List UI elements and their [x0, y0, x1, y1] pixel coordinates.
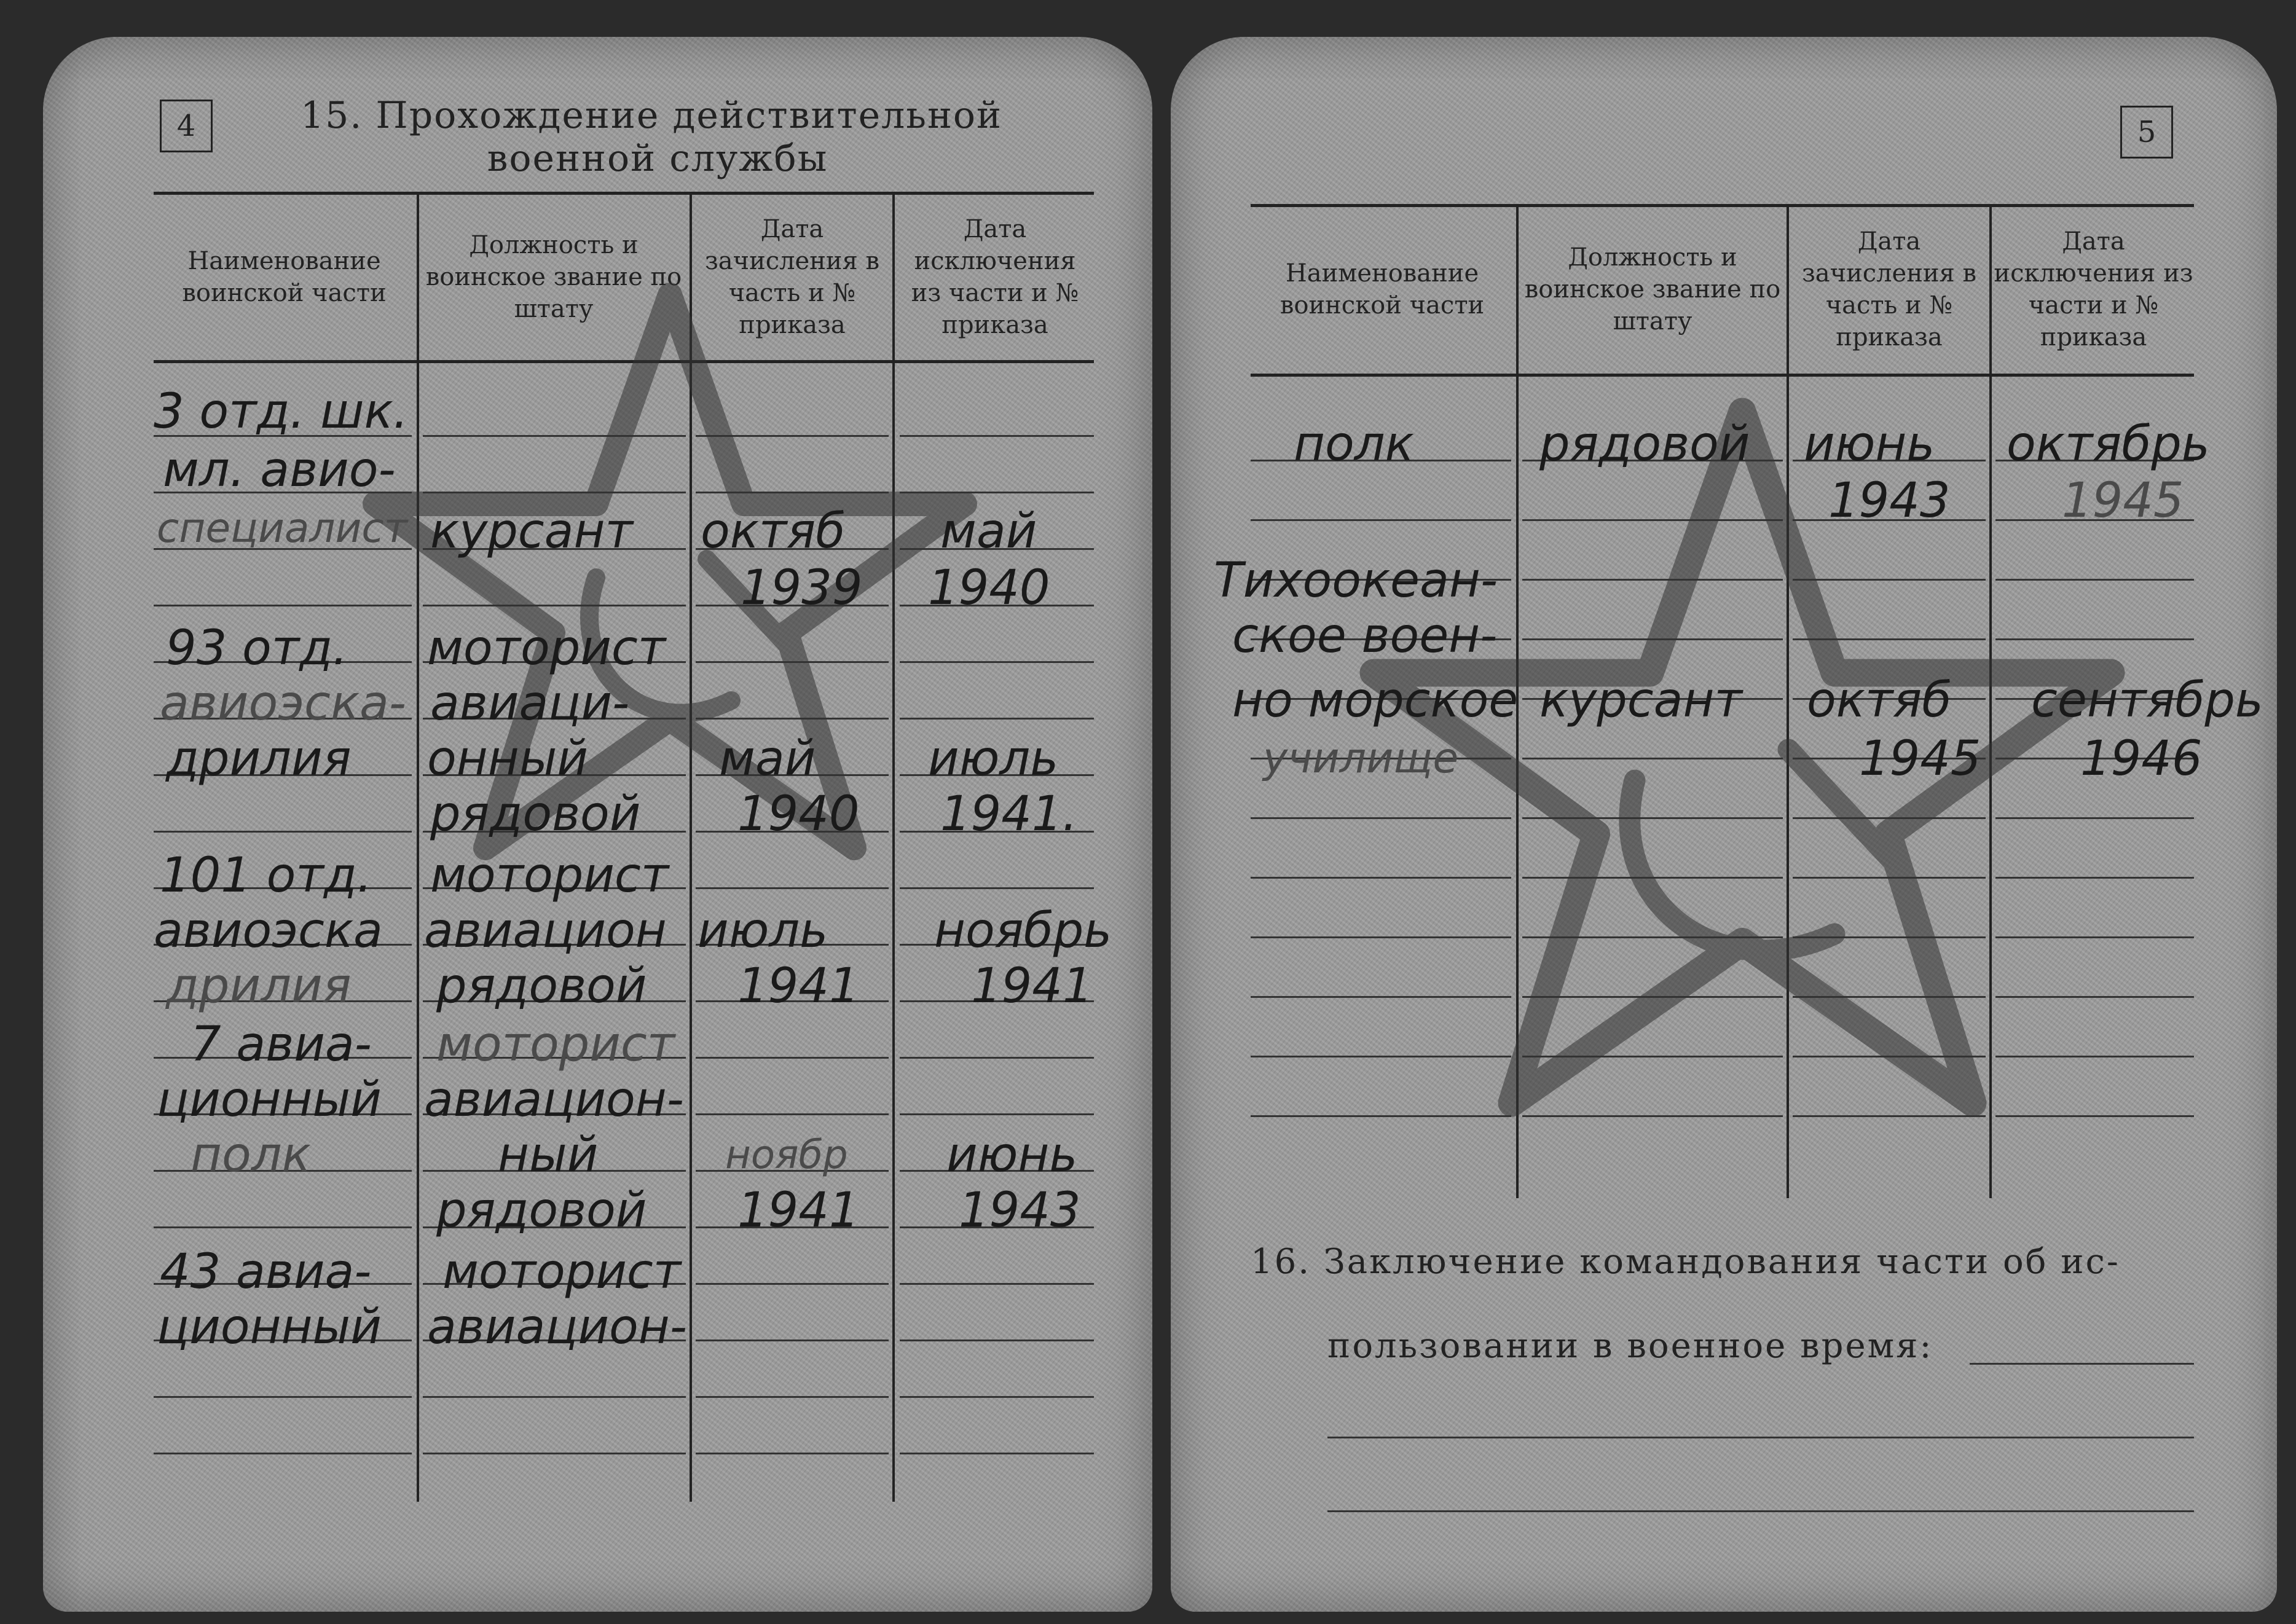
- hw-position: ный: [498, 1128, 599, 1183]
- column-header-position: Должность и воинское звание по штату: [425, 231, 682, 323]
- hw-unit: полк: [1294, 417, 1414, 472]
- hw-start-date: 1941: [737, 1183, 860, 1238]
- column-header-enrollment-date: Дата зачисления в часть и № приказа: [1801, 227, 1977, 351]
- hw-start-date: 1945: [1859, 731, 1981, 787]
- hw-position: моторист: [442, 1244, 682, 1300]
- column-header-enrollment-date: Дата зачисления в часть и № приказа: [704, 215, 880, 339]
- hw-unit: дрилия: [166, 731, 352, 787]
- hw-start-date: 1941: [737, 959, 860, 1014]
- hw-position: рядовой: [436, 959, 647, 1014]
- conclusion-blank-line: [1327, 1437, 2194, 1438]
- hw-unit: авиоэска-: [160, 676, 406, 731]
- column-header-unit: Наименование воинской части: [182, 247, 387, 307]
- section-title-line2: военной службы: [487, 137, 828, 180]
- hw-position: курсант: [1539, 673, 1742, 728]
- page-number-left: 4: [160, 100, 213, 152]
- row-rule: [154, 1453, 412, 1454]
- hw-position: авиацион: [424, 903, 667, 959]
- hw-position: онный: [427, 731, 588, 787]
- conclusion-blank-line: [1327, 1510, 2194, 1512]
- hw-start-date: 1943: [1828, 473, 1951, 528]
- hw-unit: 3 отд. шк.: [154, 384, 409, 439]
- hw-end-date: 1941.: [940, 787, 1078, 842]
- conclusion-line2: пользовании в военное время:: [1327, 1326, 1933, 1366]
- hw-unit: 101 отд.: [160, 848, 372, 903]
- row-rule: [900, 887, 1094, 889]
- table-header-border: [1251, 374, 2194, 377]
- row-rule: [423, 1453, 686, 1454]
- hw-unit: ционный: [157, 1072, 382, 1128]
- row-rule: [900, 1283, 1094, 1285]
- page-number-right: 5: [2120, 106, 2173, 159]
- hw-unit: ское воен-: [1232, 608, 1498, 664]
- hw-position: рядовой: [436, 1183, 647, 1238]
- hw-position: рядовой: [430, 787, 641, 842]
- hw-position: авиацион-: [427, 1300, 687, 1355]
- hw-start-date: июнь: [1804, 417, 1935, 472]
- hw-position: моторист: [430, 848, 669, 903]
- hw-end-date: май: [940, 504, 1037, 559]
- hw-start-date: июль: [698, 903, 828, 959]
- column-header-unit: Наименование воинской части: [1280, 259, 1485, 320]
- hw-end-date: сентябрь: [2031, 673, 2263, 728]
- row-rule: [696, 1113, 889, 1115]
- left-page: [43, 37, 1152, 1612]
- hw-end-date: октябрь: [2007, 417, 2210, 472]
- right-page: [1171, 37, 2277, 1612]
- hw-unit: специалист: [157, 504, 408, 552]
- table-top-border: [1251, 204, 2194, 207]
- row-rule: [696, 1396, 889, 1398]
- row-rule: [154, 1226, 412, 1228]
- hw-start-date: май: [719, 731, 816, 787]
- hw-start-date: ноябр: [725, 1132, 848, 1178]
- hw-start-date: октяб: [1807, 673, 1952, 728]
- hw-unit: Тихоокеан-: [1214, 553, 1498, 608]
- hw-unit: училище: [1263, 734, 1459, 783]
- row-rule: [900, 1113, 1094, 1115]
- row-rule: [900, 1396, 1094, 1398]
- hw-end-date: июнь: [946, 1128, 1078, 1183]
- hw-position: рядовой: [1539, 417, 1750, 472]
- row-rule: [696, 1453, 889, 1454]
- hw-unit: 7 авиа-: [191, 1017, 372, 1072]
- hw-unit: но морское: [1232, 673, 1519, 728]
- row-rule: [900, 1057, 1094, 1059]
- hw-start-date: октяб: [701, 504, 846, 559]
- hw-unit: авиоэска: [154, 903, 383, 959]
- conclusion-line1: 16. Заключение командования части об ис-: [1251, 1242, 2120, 1282]
- row-rule: [900, 1340, 1094, 1341]
- column-header-position: Должность и воинское звание по штату: [1524, 243, 1781, 335]
- hw-unit: дрилия: [166, 959, 352, 1014]
- hw-end-date: ноябрь: [934, 903, 1112, 959]
- hw-end-date: 1940: [928, 560, 1050, 616]
- hw-position: моторист: [436, 1017, 675, 1072]
- star-stamp-icon: [1343, 381, 2142, 1149]
- hw-unit: полк: [191, 1128, 311, 1183]
- column-header-exclusion-date: Дата исключения из части и № приказа: [911, 215, 1079, 339]
- hw-start-date: 1940: [737, 787, 860, 842]
- row-rule: [154, 1396, 412, 1398]
- hw-end-date: 1946: [2080, 731, 2203, 787]
- row-rule: [696, 1340, 889, 1341]
- hw-end-date: 1943: [959, 1183, 1081, 1238]
- hw-end-date: июль: [928, 731, 1059, 787]
- conclusion-blank-line: [1970, 1363, 2194, 1365]
- table-top-border: [154, 192, 1094, 195]
- column-header-exclusion-date: Дата исключения из части и № приказа: [1994, 227, 2193, 351]
- hw-position: моторист: [427, 621, 666, 676]
- hw-end-date: 1945: [2062, 473, 2184, 528]
- row-rule: [900, 1453, 1094, 1454]
- hw-end-date: 1941: [971, 959, 1093, 1014]
- row-rule: [696, 1283, 889, 1285]
- hw-position: авиацион-: [424, 1072, 684, 1128]
- hw-unit: 93 отд.: [166, 621, 348, 676]
- hw-start-date: 1939: [741, 560, 863, 616]
- section-title-line1: 15. Прохождение действительной: [300, 94, 1003, 137]
- hw-unit: ционный: [157, 1300, 382, 1355]
- hw-position: курсант: [430, 504, 633, 559]
- row-rule: [696, 1057, 889, 1059]
- hw-unit: 43 авиа-: [160, 1244, 372, 1300]
- row-rule: [423, 1396, 686, 1398]
- hw-unit: мл. авио-: [163, 442, 396, 498]
- row-rule: [696, 887, 889, 889]
- hw-position: авиаци-: [430, 676, 630, 731]
